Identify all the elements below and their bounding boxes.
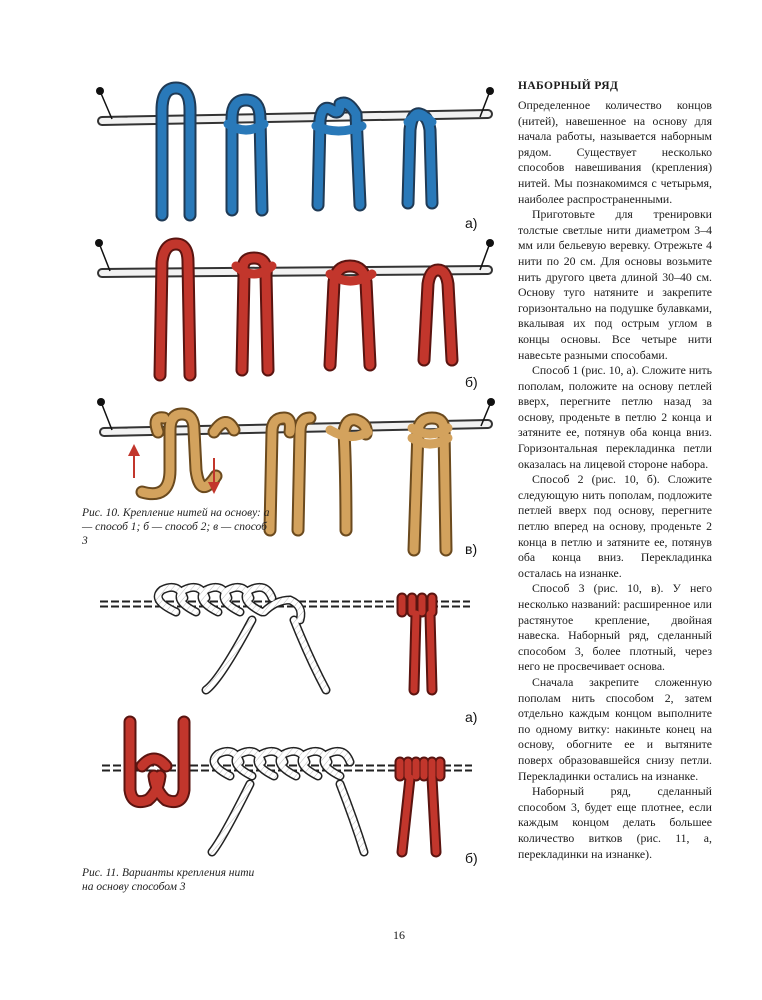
fig11-panel-label-a: а): [465, 709, 478, 725]
fig10b-illustration: [95, 239, 494, 375]
arrow-up-icon: [128, 444, 140, 478]
paragraph: Способ 2 (рис. 10, б). Сложите следующую нить пополам, подложите петлей вверх под основу, перегните петлю вперед на основу, проденьте 2 конца в петлю и затяните ее, потянув оба конца вниз. Перекладинка осталась на изнанке.: [518, 472, 712, 580]
fig10a-illustration: [96, 87, 494, 215]
paragraph: Способ 1 (рис. 10, а). Сложите нить пополам, положите на основу петлей вверх, перегните петлю назад за основу, проденьте в петлю 2 конца и затяните ее, потянув оба конца вниз. Горизонтальная перекладинка петли оказалась на лицевой стороне набора.: [518, 363, 712, 471]
fig10-panel-label-c: в): [465, 541, 478, 557]
fig11-caption: Рис. 11. Варианты крепления нити на основу способом 3: [82, 867, 255, 893]
paragraph: Приготовьте для тренировки толстые светлые нити диаметром 3–4 мм или бельевую веревку. Отрежьте 4 нити по 20 см. Для основы возьмите нить другого цвета длиной 30–40 см. Основу туго натяните и закрепите горизонтально на подушке булавками, вкалывая их под острым углом в концы основы. Все четыре нити навесьте разными способами.: [518, 207, 712, 362]
fig11a-illustration: [100, 587, 470, 690]
paragraph: Способ 3 (рис. 10, в). У него несколько названий: расширенное или растянутое крепление, двойная навеска. Наборный ряд, сделанный способом 3, более плотный, через него не просвечивает основа.: [518, 581, 712, 674]
fig10-caption: Рис. 10. Крепление нитей на основу: а — способ 1; б — способ 2; в — способ 3: [82, 507, 270, 547]
section-heading: НАБОРНЫЙ РЯД: [518, 80, 619, 92]
paragraph: Сначала закрепите сложенную пополам нить способом 2, затем отдельно каждым концом выполните по одному витку: накиньте конец на основу, обогните ее и вытяните поверх образовавшейся снизу петли. Перекладинки остались на изнанке.: [518, 674, 712, 783]
fig11b-illustration: [102, 722, 472, 852]
fig10-panel-label-a: а): [465, 215, 478, 231]
article-column: [518, 80, 712, 862]
page-number: 16: [393, 928, 405, 942]
fig10-panel-label-b: б): [465, 374, 478, 390]
paragraph: Наборный ряд, сделанный способом 3, будет еще плотнее, если каждым концом делать большее количество витков (рис. 11, а, перекладинки на изнанке).: [518, 784, 712, 861]
paragraph: Определенное количество концов (нитей), навешенное на основу для начала работы, называется наборным рядом. Существует несколько способов навешивания (крепления) нитей. Мы познакомимся с четырьмя, наиболее распространенными.: [518, 98, 712, 206]
fig11-panel-label-b: б): [465, 850, 478, 866]
